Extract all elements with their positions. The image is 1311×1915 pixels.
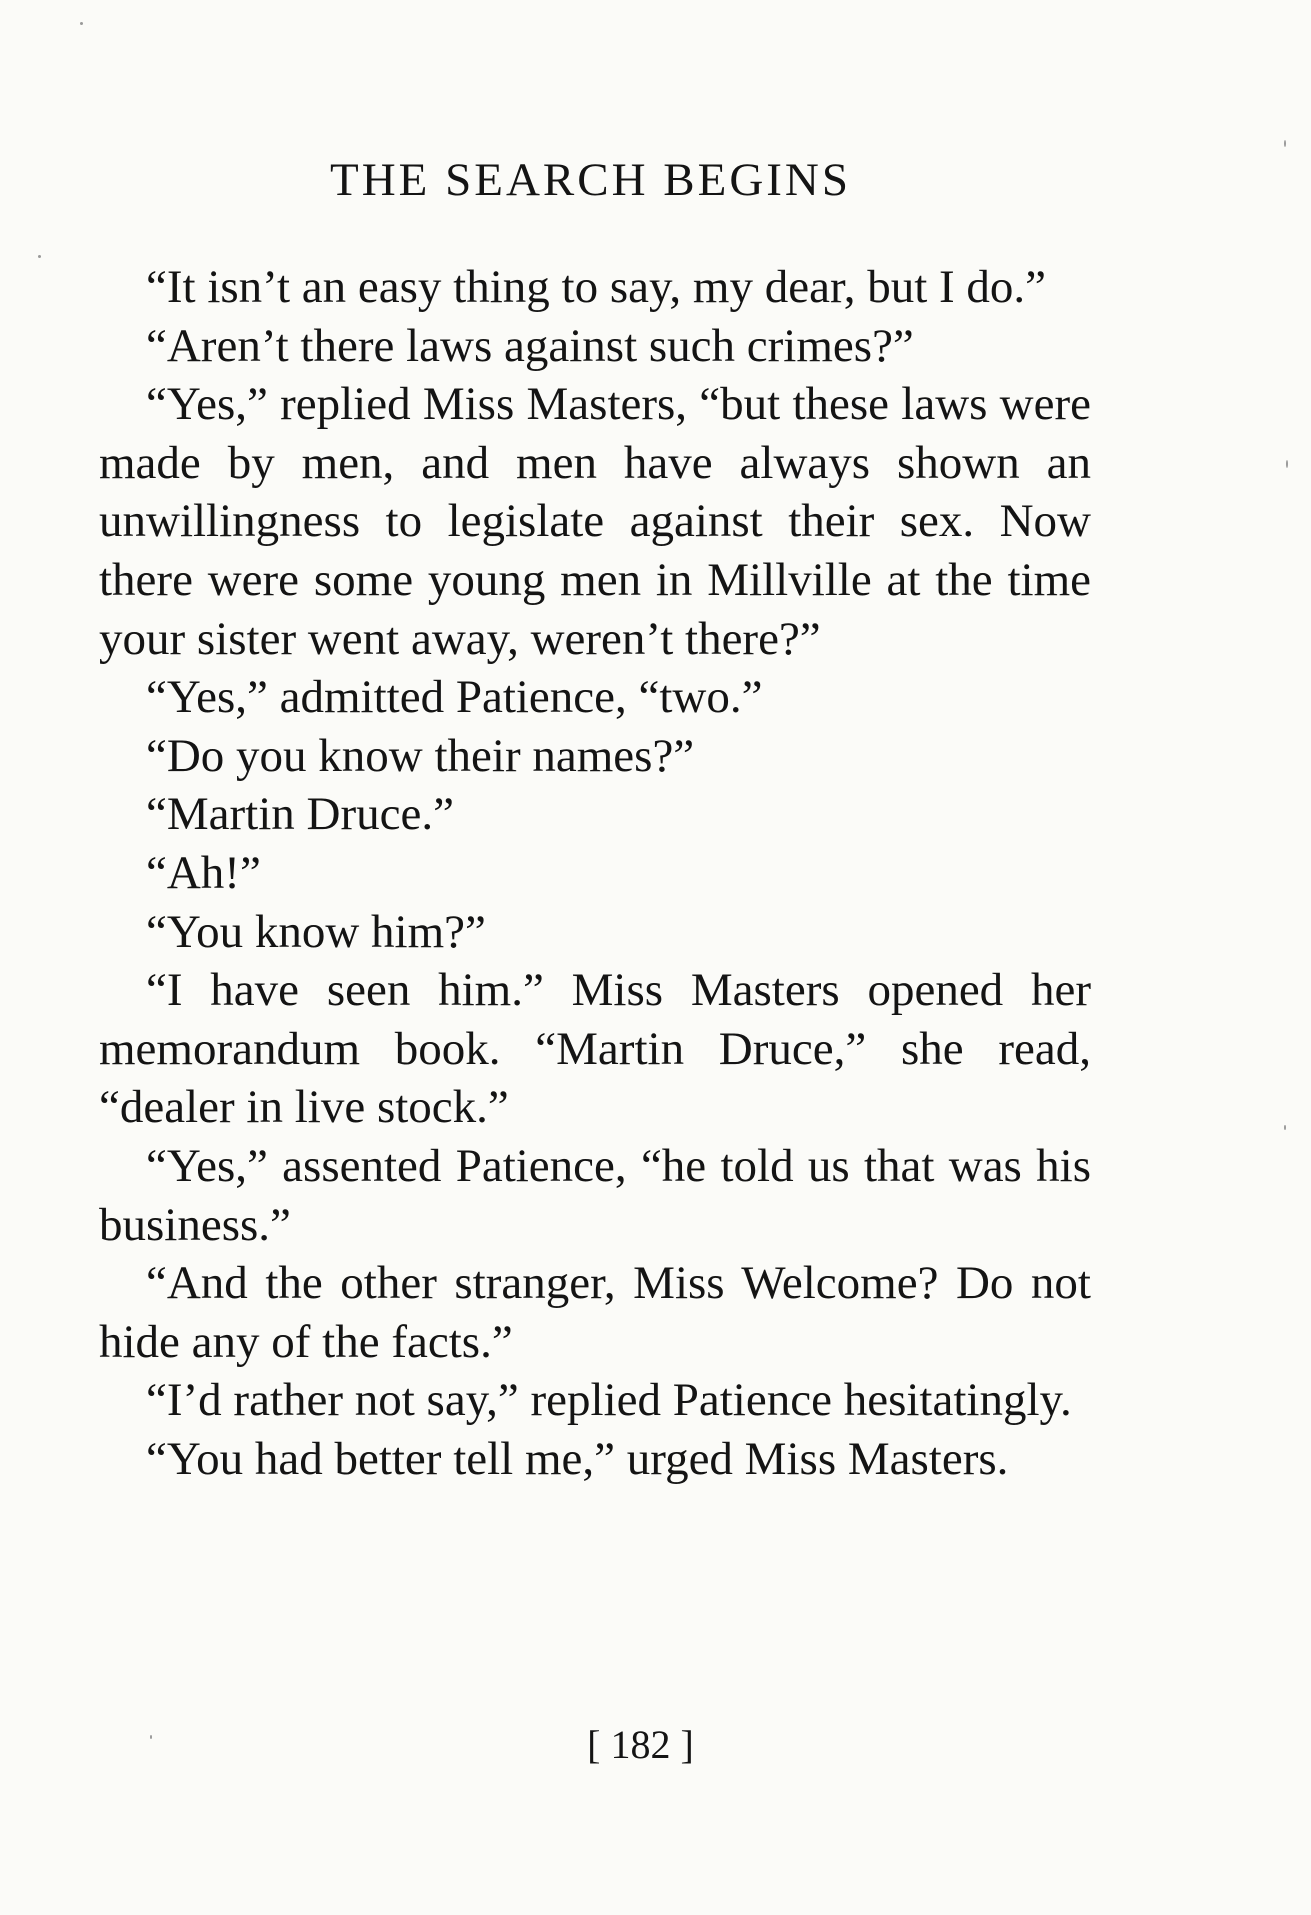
print-speck xyxy=(80,22,83,25)
paragraph: “I have seen him.” Miss Masters opened her memorandum book. “Martin Druce,” she read, “dealer in live stock.” xyxy=(99,964,1091,1134)
paragraph: “And the other stranger, Miss Welcome? Do not hide any of the facts.” xyxy=(99,1257,1091,1368)
print-speck xyxy=(1284,1125,1286,1130)
print-speck xyxy=(1284,140,1286,147)
paragraph: “I’d rather not say,” replied Patience hesitatingly. xyxy=(146,1374,1072,1427)
print-speck xyxy=(1286,460,1288,468)
running-title: THE SEARCH BEGINS xyxy=(329,154,852,206)
paragraph: “It isn’t an easy thing to say, my dear, but I do.” xyxy=(146,261,1047,313)
body-text xyxy=(99,258,1091,1488)
paragraph: “Ah!” xyxy=(146,846,261,899)
paragraph: “Aren’t there laws against such crimes?” xyxy=(146,319,914,372)
paragraph: “Yes,” replied Miss Masters, “but these laws were made by men, and men have always shown an unwillingness to legislate against their sex. Now there were some young men in Millville at the time your sister went away, weren’t there?” xyxy=(99,378,1091,665)
page-number: [ 182 ] xyxy=(587,1722,694,1767)
paragraph: “You had better tell me,” urged Miss Masters. xyxy=(146,1432,1009,1485)
paragraph: “Martin Druce.” xyxy=(146,788,454,841)
paragraph: “Yes,” admitted Patience, “two.” xyxy=(146,671,763,724)
print-speck xyxy=(38,255,41,258)
paragraph: “Do you know their names?” xyxy=(146,729,695,782)
paragraph: “You know him?” xyxy=(146,905,486,958)
paragraph: “Yes,” assented Patience, “he told us that was his business.” xyxy=(99,1139,1091,1251)
print-speck xyxy=(150,1735,152,1739)
